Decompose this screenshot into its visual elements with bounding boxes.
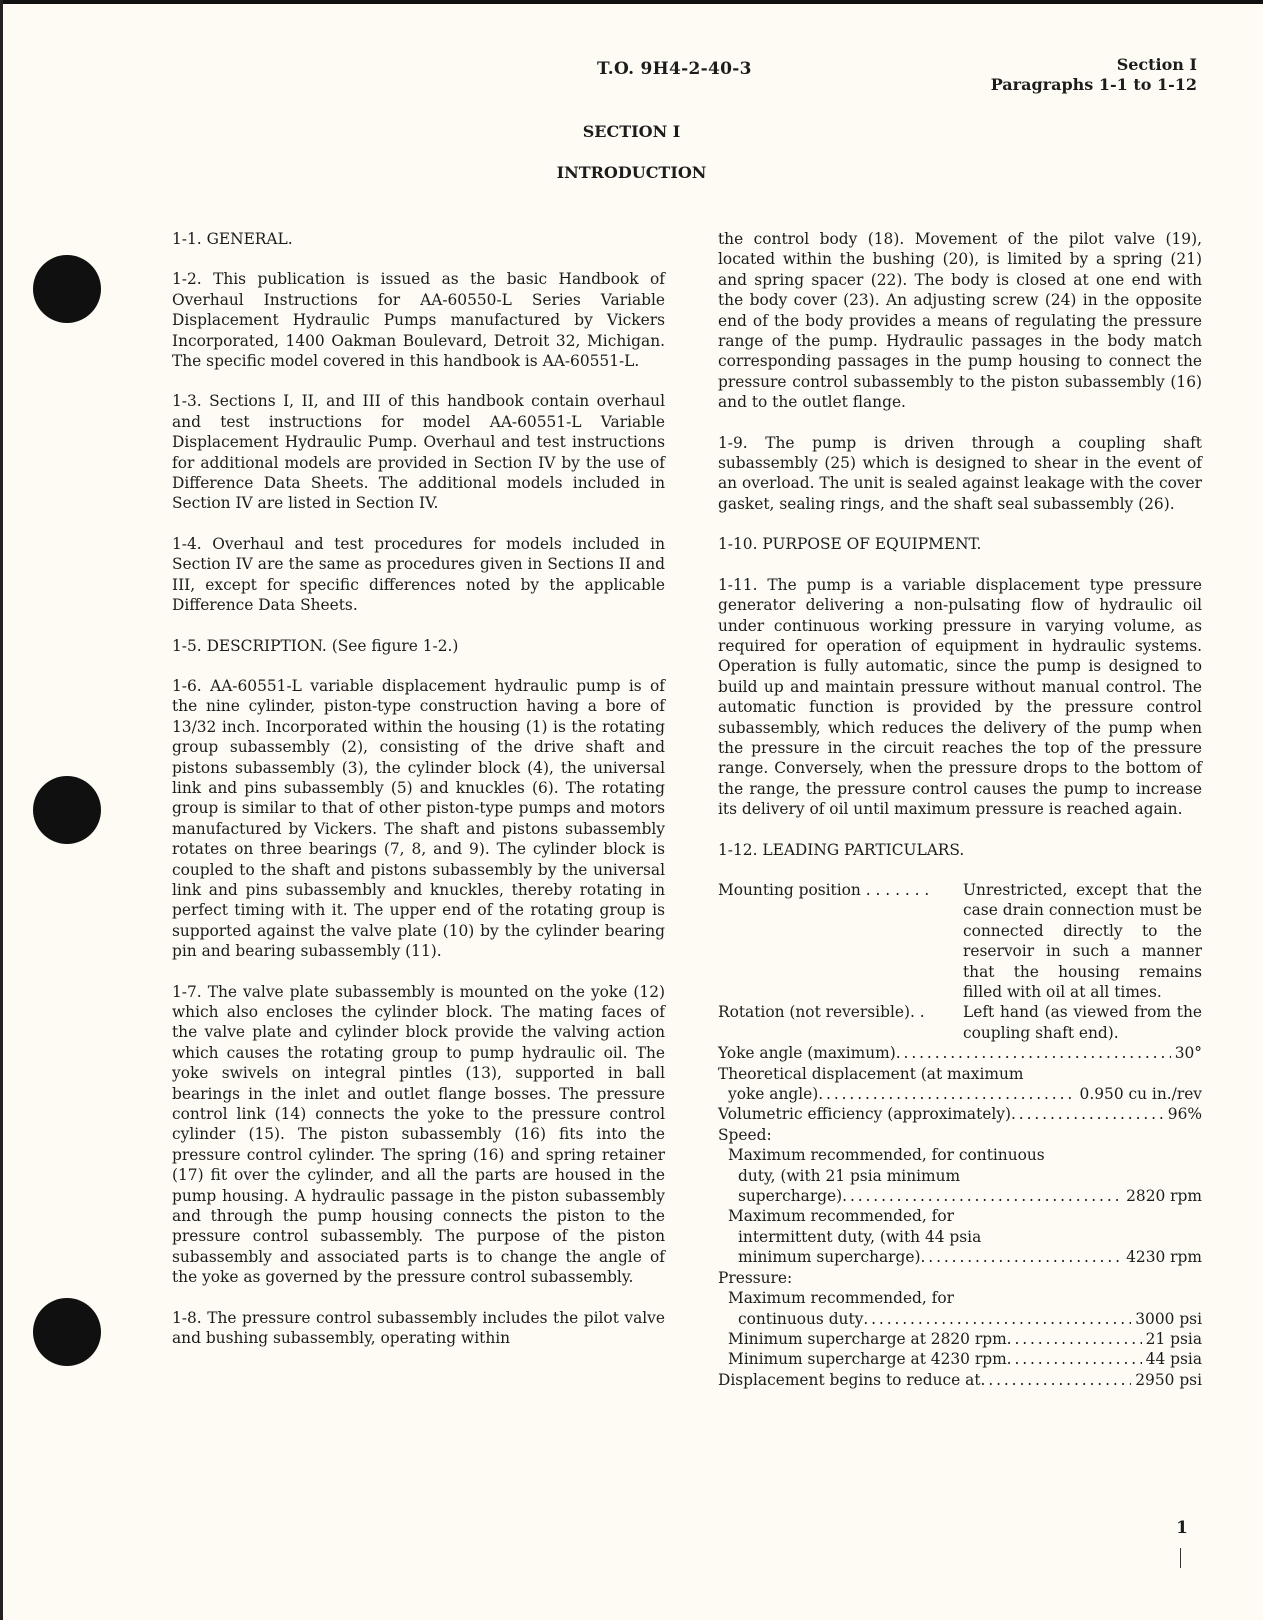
section-title: INTRODUCTION <box>556 163 707 182</box>
page-number: 1 <box>1176 1518 1188 1538</box>
heading-general: 1-1. GENERAL. <box>172 230 293 248</box>
spec-speed-heading: Speed: <box>718 1125 772 1144</box>
paragraph-range: Paragraphs 1-1 to 1-12 <box>990 75 1197 94</box>
spec-pressure-max-line1: Maximum recommended, for <box>728 1289 955 1308</box>
leader-dots <box>842 1186 1122 1206</box>
doc-number: T.O. 9H4-2-40-3 <box>597 59 752 79</box>
paragraph-1-8-continued: the control body (18). Movement of the pilot valve (19), located within the bushing (20), is limited by a spring (21) and spring spacer (22). The body is closed at one end with the body cover (23). An adjusting screw (24) in the opposite end of the body provides a means of regulating the pressure range of the pump. Hydraulic passages in the body match corresponding passages in the pump housing to connect the pressure control subassembly to the piston subassembly (16) and to the outlet flange. <box>718 230 1202 412</box>
paragraph-1-7: 1-7. The valve plate subassembly is mounted on the yoke (12) which also encloses the cylinder block. The mating faces of the valve plate and cylinder block provide the valving action which causes the rotating group to pump hydraulic oil. The yoke swivels on integral pintles (13), supported in ball bearings in the inlet and outlet flange bosses. The pressure control link (14) connects the yoke to the pressure control cylinder (15). The piston subassembly (16) fits into the pressure control cylinder. The spring (16) and spring retainer (17) fit over the cylinder, and all the parts are housed in the pump housing. A hydraulic passage in the piston subassembly and through the pump housing connects the piston to the pressure control subassembly. The purpose of the piston subassembly and associated parts is to change the angle of the yoke as governed by the pressure control subassembly. <box>172 982 665 1287</box>
spec-displacement-reduce: Displacement begins to reduce at . . . 2950 psi <box>718 1370 1202 1390</box>
leader-dots <box>1007 1349 1142 1369</box>
paragraph-1-11: 1-11. The pump is a variable displacement type pressure generator delivering a non-pulsating flow of hydraulic oil under continuous working pressure in varying volume, as required for operation of equipment in hydraulic systems. Operation is fully automatic, since the pump is designed to build up and maintain pressure without manual control. The automatic function is provided by the pressure control subassembly, which reduces the delivery of the pump when the pressure in the circuit reaches the top of the pressure range. Conversely, when the pressure drops to the bottom of the range, the pressure control causes the pump to increase its delivery of oil until maximum pressure is reached again. <box>718 575 1202 819</box>
paragraph-1-4: 1-4. Overhaul and test procedures for models included in Section IV are the same as procedures given in Sections II and III, except for specific differences noted by the applicable Difference Data Sheets. <box>172 534 665 615</box>
leader-dots <box>981 1370 1132 1390</box>
spec-displacement-label: Theoretical displacement (at maximum <box>718 1064 1024 1083</box>
paragraph-1-9: 1-9. The pump is driven through a coupling shaft subassembly (25) which is designed to shear in the event of an overload. The unit is sealed against leakage with the cover gasket, sealing rings, and the shaft seal subassembly (26). <box>718 433 1202 513</box>
spec-label: Rotation (not reversible). . <box>718 1003 925 1022</box>
spec-speed-continuous-line1: Maximum recommended, for continuous <box>728 1146 1045 1165</box>
heading-leading-particulars: 1-12. LEADING PARTICULARS. <box>718 840 965 859</box>
spec-yoke-angle: Yoke angle (maximum) . . . 30° <box>718 1043 1202 1063</box>
left-column <box>172 229 665 1369</box>
leader-dots <box>818 1084 1075 1104</box>
section-heading: SECTION I <box>582 122 681 141</box>
heading-description: 1-5. DESCRIPTION. (See figure 1-2.) <box>172 636 459 655</box>
spec-value: Unrestricted, except that the case drain connection must be connected directly to the reservoir in such a manner that the housing remains filled with oil at all times. <box>963 880 1202 1001</box>
scan-left-edge <box>0 0 3 1620</box>
spec-mounting-position <box>718 880 1202 1002</box>
spec-rotation <box>718 1002 1202 1043</box>
leader-dots <box>921 1247 1123 1267</box>
leader-dots <box>863 1309 1131 1329</box>
paragraph-1-2: 1-2. This publication is issued as the basic Handbook of Overhaul Instructions for AA-60550-L Series Variable Displacement Hydraulic Pumps manufactured by Vickers Incorporated, 1400 Oakman Boulevard, Detroit 32, Michigan. The specific model covered in this handbook is AA-60551-L. <box>172 270 665 371</box>
spec-displacement: yoke angle) . . . 0.950 cu in./rev <box>718 1084 1202 1104</box>
scan-top-edge <box>0 0 1263 4</box>
spec-speed-intermittent: minimum supercharge) . . . 4230 rpm <box>718 1247 1202 1267</box>
leader-dots <box>1007 1329 1142 1349</box>
paragraph-1-3: 1-3. Sections I, II, and III of this handbook contain overhaul and test instructions for model AA-60551-L Variable Displacement Hydraulic Pump. Overhaul and test instructions for additional models are provided in Section IV by the use of Difference Data Sheets. The additional models included in Section IV are listed in Section IV. <box>172 392 665 513</box>
paragraph-1-8-start: 1-8. The pressure control subassembly includes the pilot valve and bushing subassembly, operating within <box>172 1308 665 1348</box>
leader-dots <box>896 1043 1171 1063</box>
margin-mark <box>1180 1548 1181 1568</box>
heading-purpose: 1-10. PURPOSE OF EQUIPMENT. <box>718 535 982 554</box>
binder-hole-top <box>33 255 101 323</box>
binder-hole-bottom <box>33 1298 101 1366</box>
running-head <box>991 55 1197 95</box>
spec-value: Left hand (as viewed from the coupling shaft end). <box>963 1003 1202 1042</box>
spec-pressure-max: continuous duty . . . 3000 psi <box>718 1309 1202 1329</box>
binder-hole-middle <box>33 776 101 844</box>
spec-speed-continuous-line2: duty, (with 21 psia minimum <box>738 1166 961 1185</box>
spec-min-supercharge-4230: Minimum supercharge at 4230 rpm . . . 44 psia <box>718 1349 1202 1369</box>
section-label: Section I <box>1116 55 1197 74</box>
spec-volumetric-efficiency: Volumetric efficiency (approximately) . . . 96% <box>718 1104 1202 1124</box>
leading-particulars-list <box>718 880 1202 1390</box>
paragraph-1-6: 1-6. AA-60551-L variable displacement hydraulic pump is of the nine cylinder, piston-type construction having a bore of 13/32 inch. Incorporated within the housing (1) is the rotating group subassembly (2), consisting of the drive shaft and pistons subassembly (3), the cylinder block (4), the universal link and pins subassembly (5) and knuckles (6). The rotating group is similar to that of other piston-type pumps and motors manufactured by Vickers. The shaft and pistons subassembly rotates on three bearings (7, 8, and 9). The cylinder block is coupled to the shaft and pistons subassembly by the universal link and pins subassembly and knuckles, thereby rotating in perfect timing with it. The upper end of the rotating group is supported against the valve plate (10) by the cylinder bearing pin and bearing subassembly (11). <box>172 676 665 961</box>
right-column <box>718 229 1202 1390</box>
spec-speed-continuous: supercharge) . . . 2820 rpm <box>718 1186 1202 1206</box>
spec-speed-intermittent-line2: intermittent duty, (with 44 psia <box>738 1227 982 1246</box>
spec-pressure-heading: Pressure: <box>718 1268 793 1287</box>
leader-dots <box>1011 1104 1164 1124</box>
spec-min-supercharge-2820: Minimum supercharge at 2820 rpm . . . 21 psia <box>718 1329 1202 1349</box>
spec-label: Mounting position . . . . . . . <box>718 880 930 899</box>
spec-speed-intermittent-line1: Maximum recommended, for <box>728 1207 955 1226</box>
